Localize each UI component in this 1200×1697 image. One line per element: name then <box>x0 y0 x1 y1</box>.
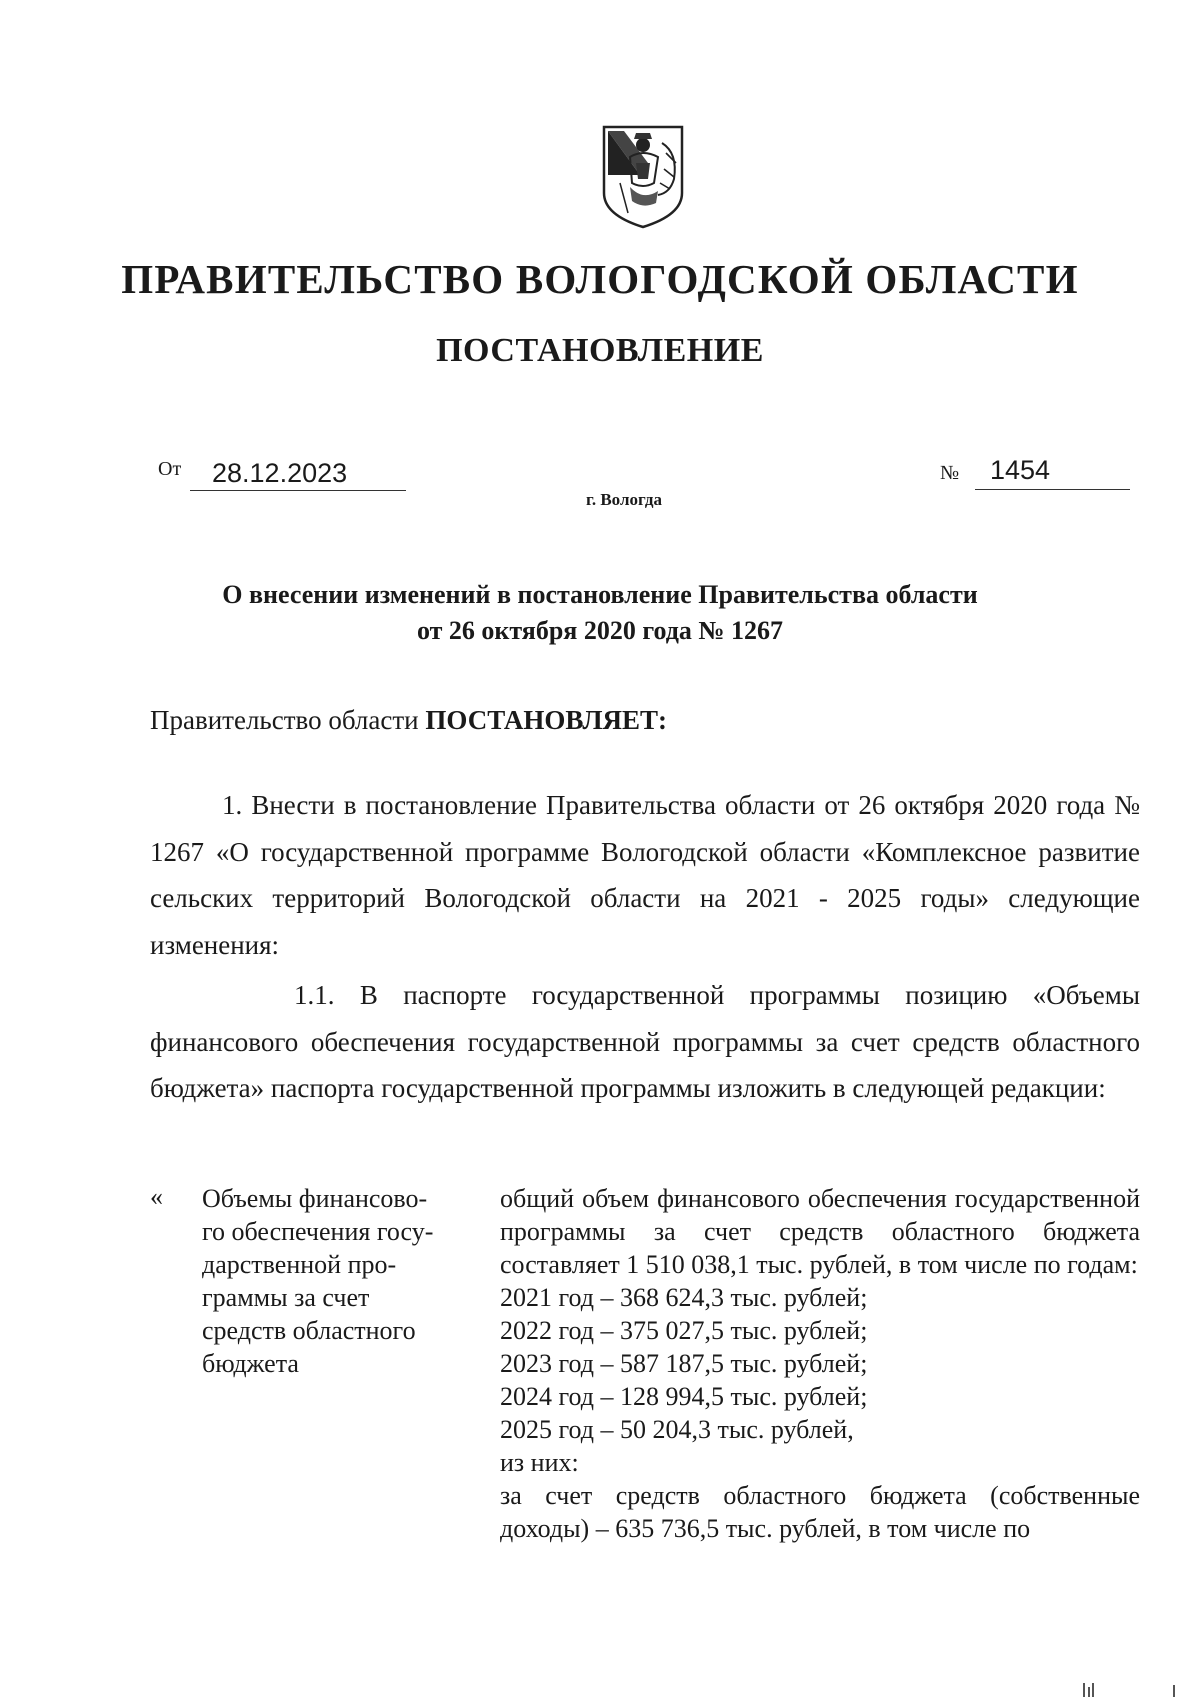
left-line: Объемы финансово- <box>202 1184 428 1213</box>
of-which-label: из них: <box>500 1448 579 1477</box>
year-funding-line: 2025 год – 50 204,3 тыс. рублей, <box>500 1415 854 1444</box>
document-type: ПОСТАНОВЛЕНИЕ <box>436 332 764 369</box>
left-line: средств областного <box>202 1316 416 1345</box>
document-number: 1454 <box>990 455 1051 485</box>
document-date: 28.12.2023 <box>212 458 348 488</box>
organization-title: ПРАВИТЕЛЬСТВО ВОЛОГОДСКОЙ ОБЛАСТИ <box>121 256 1079 302</box>
year-funding-line: 2023 год – 587 187,5 тыс. рублей; <box>500 1349 868 1378</box>
paragraph-1-1-text: 1.1. В паспорте государственной программы позицию «Объемы финансового обеспечения государственной программы за счет средств областного бюджета» паспорта государственной программы изложить в следующей редакции: <box>150 980 1140 1103</box>
left-line: дарственной про- <box>202 1250 397 1279</box>
left-line: граммы за счет <box>202 1283 370 1312</box>
scan-artifact <box>1083 1683 1085 1697</box>
left-line: бюджета <box>202 1349 299 1378</box>
total-funding-text: общий объем финансового обеспечения государственной программы за счет средств областного бюджета составляет 1 510 038,1 тыс. рублей, в том числе по годам: <box>500 1184 1140 1279</box>
paragraph-1-1 <box>150 972 1140 1112</box>
paragraph-1-text: 1. Внести в постановление Правительства области от 26 октября 2020 года № 1267 «О государственной программе Вологодской области «Комплексное развитие сельских территорий Вологодской области на 2021 - 2025 годы» следующие изменения: <box>150 790 1140 960</box>
open-quote: « <box>150 1182 163 1211</box>
passport-right-column <box>500 1182 1140 1545</box>
city-name: г. Вологда <box>586 490 662 509</box>
own-income-text: за счет средств областного бюджета (собственные доходы) – 635 736,5 тыс. рублей, в том числе по <box>500 1481 1140 1543</box>
year-funding-line: 2021 год – 368 624,3 тыс. рублей; <box>500 1283 868 1312</box>
scan-artifact <box>1088 1687 1090 1697</box>
subject-line-1: О внесении изменений в постановление Правительства области <box>222 580 978 609</box>
passport-left-column <box>202 1182 472 1380</box>
scan-artifact <box>1173 1685 1175 1697</box>
paragraph-1 <box>150 782 1140 968</box>
year-funding-line: 2024 год – 128 994,5 тыс. рублей; <box>500 1382 868 1411</box>
preamble <box>150 705 667 736</box>
left-line: го обеспечения госу- <box>202 1217 434 1246</box>
subject-line-2: от 26 октября 2020 года № 1267 <box>416 616 784 645</box>
year-funding-line: 2022 год – 375 027,5 тыс. рублей; <box>500 1316 868 1345</box>
scan-artifact <box>1092 1683 1094 1697</box>
date-prefix: От <box>158 458 182 480</box>
preamble-emphasis: ПОСТАНОВЛЯЕТ: <box>425 705 667 735</box>
preamble-text: Правительство области <box>150 705 426 735</box>
coat-of-arms-icon <box>600 123 686 233</box>
number-prefix: № <box>940 462 960 484</box>
document-subject <box>0 577 1200 649</box>
